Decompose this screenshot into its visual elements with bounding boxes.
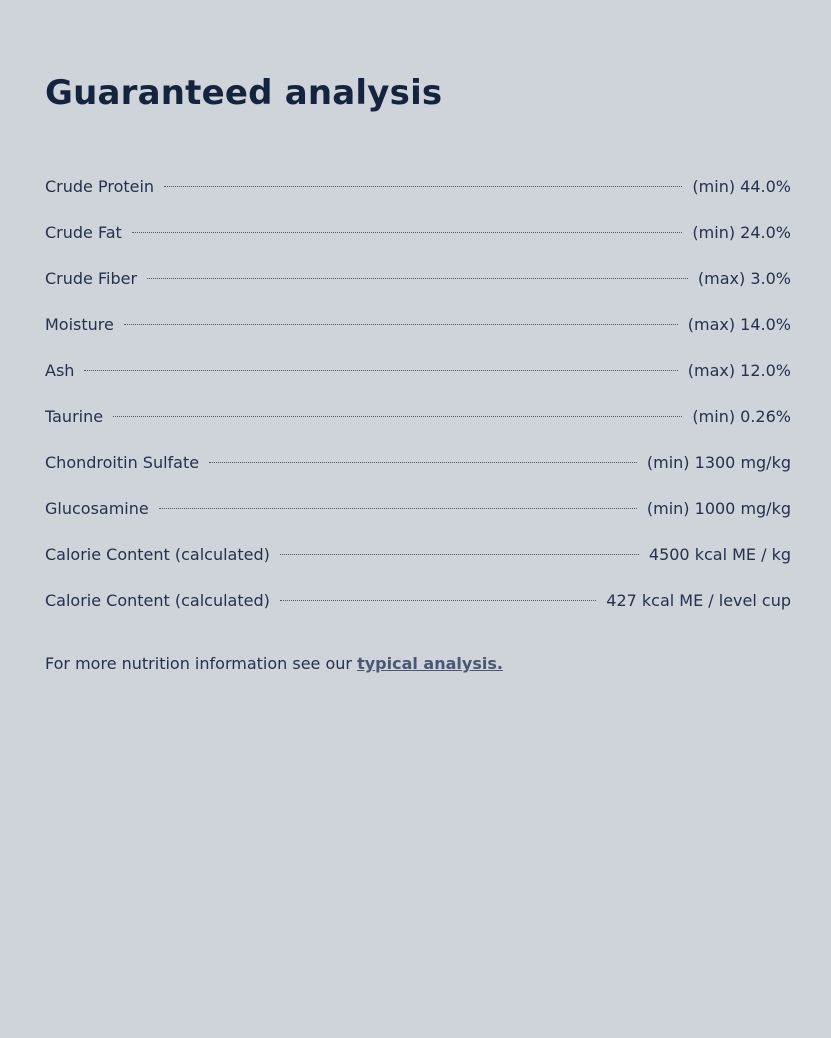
typical-analysis-link[interactable]: typical analysis. (357, 654, 503, 673)
analysis-row-crude-fiber (45, 256, 791, 302)
row-label: Moisture (45, 315, 114, 334)
footnote-text: For more nutrition information see our (45, 654, 358, 673)
row-label: Calorie Content (calculated) (45, 591, 270, 610)
nutrition-footnote (45, 654, 791, 673)
row-value: 427 kcal ME / level cup (606, 591, 791, 610)
dotted-leader (280, 553, 639, 555)
dotted-leader (164, 185, 682, 187)
analysis-row-crude-fat (45, 210, 791, 256)
row-value: (min) 44.0% (692, 177, 791, 196)
row-label: Crude Protein (45, 177, 155, 196)
row-value: (max) 3.0% (697, 269, 791, 288)
dotted-leader (159, 507, 637, 509)
analysis-row-calorie-content-kg (45, 532, 791, 578)
dotted-leader (124, 323, 678, 325)
analysis-row-ash (45, 348, 791, 394)
analysis-row-glucosamine (45, 486, 791, 532)
dotted-leader (280, 599, 596, 601)
row-label: Ash (45, 361, 75, 380)
row-value: 4500 kcal ME / kg (648, 545, 791, 564)
analysis-row-taurine (45, 394, 791, 440)
dotted-leader (209, 461, 637, 463)
analysis-row-crude-protein (45, 164, 791, 210)
row-label: Crude Fat (45, 223, 122, 242)
analysis-row-chondroitin-sulfate (45, 440, 791, 486)
page-title: Guaranteed analysis (45, 73, 443, 113)
row-value: (min) 1300 mg/kg (646, 453, 791, 472)
row-label: Chondroitin Sulfate (45, 453, 200, 472)
analysis-list (45, 164, 791, 624)
dotted-leader (132, 231, 683, 233)
analysis-row-calorie-content-cup (45, 578, 791, 624)
row-label: Glucosamine (45, 499, 149, 518)
row-label: Taurine (45, 407, 104, 426)
row-label: Crude Fiber (45, 269, 138, 288)
analysis-row-moisture (45, 302, 791, 348)
row-value: (min) 0.26% (692, 407, 791, 426)
row-value: (max) 14.0% (687, 315, 791, 334)
dotted-leader (113, 415, 682, 417)
row-label: Calorie Content (calculated) (45, 545, 270, 564)
row-value: (max) 12.0% (687, 361, 791, 380)
row-value: (min) 24.0% (692, 223, 791, 242)
dotted-leader (84, 369, 677, 371)
row-value: (min) 1000 mg/kg (646, 499, 791, 518)
dotted-leader (147, 277, 688, 279)
